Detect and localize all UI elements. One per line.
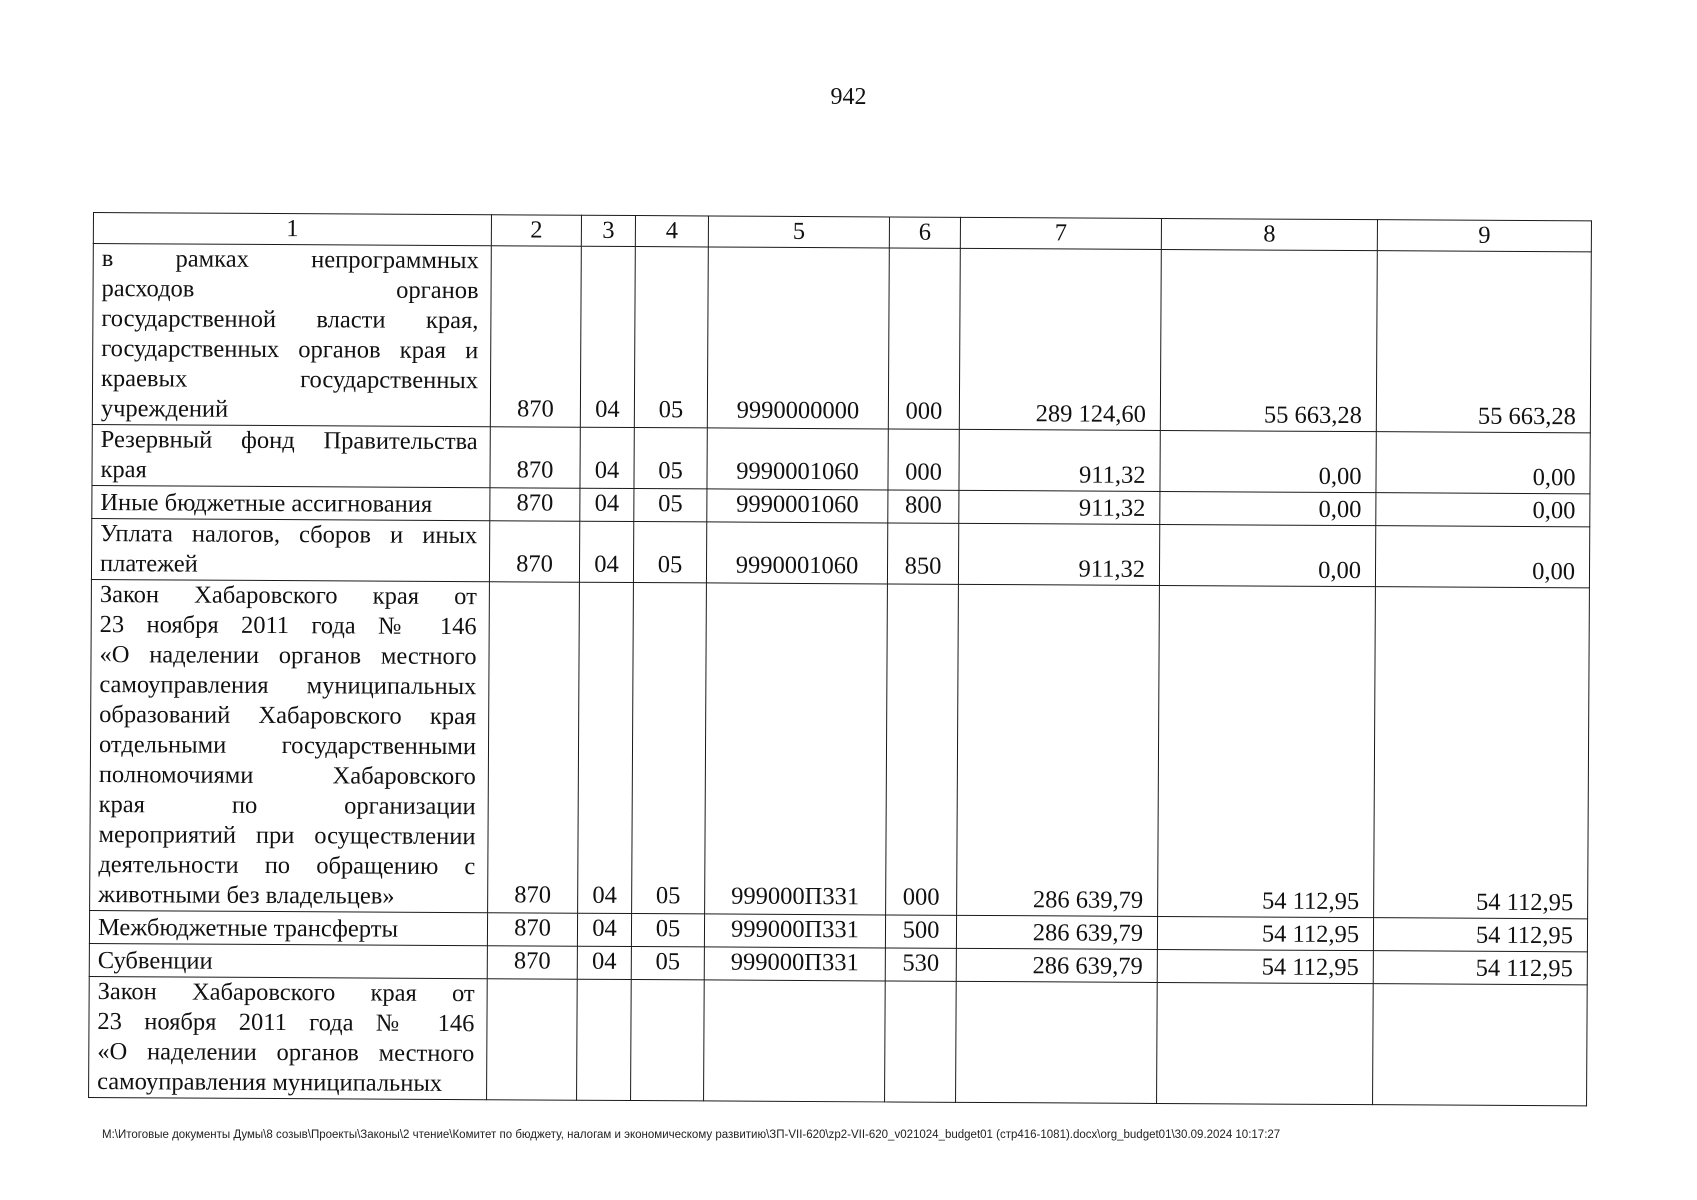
expense-type-cell: 500: [885, 915, 956, 948]
description-line: в рамках непрограммных: [101, 245, 479, 275]
amount-2025-cell: 911,32: [959, 429, 1160, 491]
description-line: «О наделении органов местного: [97, 1038, 475, 1068]
amount-2026-cell: 0,00: [1160, 430, 1376, 492]
admin-code-cell: 870: [487, 946, 577, 980]
subsection-cell: 05: [634, 428, 707, 489]
amount-2025-cell: 911,32: [958, 523, 1159, 585]
budget-table-wrapper: [88, 212, 1591, 1106]
amount-2026-cell: 54 112,95: [1158, 585, 1376, 917]
description-line: Субвенции: [97, 947, 213, 975]
expense-type-cell: [885, 981, 957, 1102]
description-line: отдельными государственными: [98, 731, 477, 761]
admin-code-cell: [487, 979, 578, 1101]
amount-2027-cell: 55 663,28: [1376, 251, 1591, 433]
column-header: 7: [960, 217, 1161, 249]
section-cell: 04: [578, 582, 634, 913]
amount-2026-cell: 54 112,95: [1157, 916, 1373, 950]
description-line: самоуправления муниципальных: [99, 671, 477, 701]
column-header: 9: [1377, 220, 1591, 252]
description-line: самоуправления муниципальных: [97, 1068, 443, 1097]
subsection-cell: 05: [631, 947, 704, 980]
description-line: животными без владельцев»: [98, 881, 395, 910]
admin-code-cell: 870: [490, 427, 580, 489]
row-description: [92, 485, 490, 520]
file-path-footer: M:\Итоговые документы Думы\8 созыв\Проекты\Законы\2 чтение\Комитет по бюджету, налогам и экономическому развитию\ЗП-VII-620\zp2-VII-620_v021024_budget01 (стр416-1081).docx\org_budget01\30.09.2024 10:17:27: [102, 1129, 1281, 1141]
amount-2026-cell: [1157, 982, 1374, 1104]
description-line: Уплата налогов, сборов и иных: [100, 520, 478, 550]
description-line: Иные бюджетные ассигнования: [100, 489, 433, 518]
column-header: 6: [889, 217, 960, 248]
description-line: Межбюджетные трансферты: [97, 914, 399, 943]
description-line: учреждений: [100, 395, 229, 423]
amount-2027-cell: 0,00: [1375, 526, 1589, 588]
row-description: [90, 579, 490, 912]
amount-2025-cell: 286 639,79: [957, 584, 1160, 916]
description-line: полномочиями Хабаровского: [98, 761, 476, 791]
subsection-cell: 05: [632, 583, 707, 914]
description-line: платежей: [99, 550, 198, 578]
table-row: [91, 518, 1589, 587]
row-description: [92, 244, 491, 427]
column-header: 8: [1161, 218, 1377, 250]
target-article-cell: 9990001060: [707, 489, 888, 523]
row-description: [89, 943, 487, 978]
expense-type-cell: 850: [887, 523, 958, 584]
description-line: мероприятий при осуществлении: [98, 821, 476, 851]
column-header: 5: [708, 216, 889, 248]
description-line: Закон Хабаровского края от: [99, 581, 477, 611]
amount-2026-cell: 54 112,95: [1157, 949, 1373, 983]
amount-2026-cell: 0,00: [1159, 524, 1375, 586]
column-header: 3: [581, 215, 635, 246]
target-article-cell: 999000П331: [704, 947, 885, 981]
section-cell: 04: [579, 521, 633, 582]
description-line: 23 ноября 2011 года № 146: [99, 611, 477, 641]
expense-type-cell: 000: [888, 248, 960, 429]
description-line: Резервный фонд Правительства: [100, 426, 478, 456]
amount-2025-cell: 289 124,60: [959, 248, 1161, 430]
amount-2025-cell: 911,32: [959, 490, 1160, 524]
amount-2025-cell: [956, 981, 1158, 1103]
description-line: края: [100, 456, 147, 484]
expense-type-cell: 000: [886, 584, 959, 915]
admin-code-cell: 870: [490, 488, 580, 522]
table-row: [90, 579, 1590, 918]
section-cell: 04: [577, 913, 631, 946]
amount-2027-cell: 54 112,95: [1373, 951, 1587, 985]
admin-code-cell: 870: [488, 582, 580, 913]
description-line: «О наделении органов местного: [99, 641, 477, 671]
page-number: 942: [830, 84, 867, 110]
section-cell: 04: [580, 246, 635, 427]
budget-table: [88, 212, 1592, 1106]
description-line: государственной власти края,: [101, 305, 479, 335]
description-line: государственных органов края и: [101, 335, 479, 365]
subsection-cell: 05: [634, 247, 708, 428]
subsection-cell: 05: [634, 489, 707, 522]
row-description: [89, 910, 487, 945]
amount-2027-cell: 0,00: [1376, 493, 1590, 527]
section-cell: 04: [577, 946, 631, 979]
description-line: краевых государственных: [100, 365, 479, 395]
table-row: [92, 244, 1591, 433]
target-article-cell: 999000П331: [704, 914, 885, 948]
target-article-cell: 999000П331: [705, 583, 888, 915]
amount-2026-cell: 0,00: [1160, 491, 1376, 525]
section-cell: 04: [580, 427, 634, 488]
table-body: [89, 244, 1592, 1106]
target-article-cell: [704, 980, 886, 1102]
description-line: образований Хабаровского края: [99, 701, 477, 731]
amount-2025-cell: 286 639,79: [956, 915, 1157, 949]
subsection-cell: 05: [631, 914, 704, 947]
row-description: [89, 976, 488, 1099]
target-article-cell: 9990000000: [707, 247, 889, 429]
amount-2027-cell: 54 112,95: [1374, 587, 1590, 919]
admin-code-cell: 870: [489, 521, 579, 583]
table-row: [89, 976, 1588, 1105]
row-description: [92, 424, 490, 487]
column-header: 2: [491, 215, 581, 247]
amount-2027-cell: [1373, 984, 1588, 1106]
description-line: деятельности по обращению с: [98, 851, 476, 881]
section-cell: 04: [580, 488, 634, 521]
description-line: расходов органов: [101, 275, 479, 305]
description-line: края по организации: [98, 791, 476, 821]
description-line: 23 ноября 2011 года № 146: [97, 1008, 475, 1038]
amount-2027-cell: 54 112,95: [1373, 918, 1587, 952]
admin-code-cell: 870: [490, 246, 581, 427]
target-article-cell: 9990001060: [707, 428, 888, 490]
amount-2026-cell: 55 663,28: [1160, 249, 1377, 431]
description-line: Закон Хабаровского края от: [97, 978, 475, 1008]
subsection-cell: [631, 980, 705, 1101]
row-description: [91, 518, 489, 581]
column-header: 1: [93, 213, 491, 246]
column-header: 4: [635, 216, 708, 247]
table-row: [92, 424, 1590, 493]
expense-type-cell: 000: [888, 429, 959, 490]
amount-2025-cell: 286 639,79: [956, 948, 1157, 982]
expense-type-cell: 530: [885, 948, 956, 981]
amount-2027-cell: 0,00: [1376, 432, 1590, 494]
admin-code-cell: 870: [487, 913, 577, 947]
expense-type-cell: 800: [888, 490, 959, 523]
subsection-cell: 05: [633, 522, 706, 583]
target-article-cell: 9990001060: [706, 522, 887, 584]
section-cell: [577, 979, 632, 1100]
